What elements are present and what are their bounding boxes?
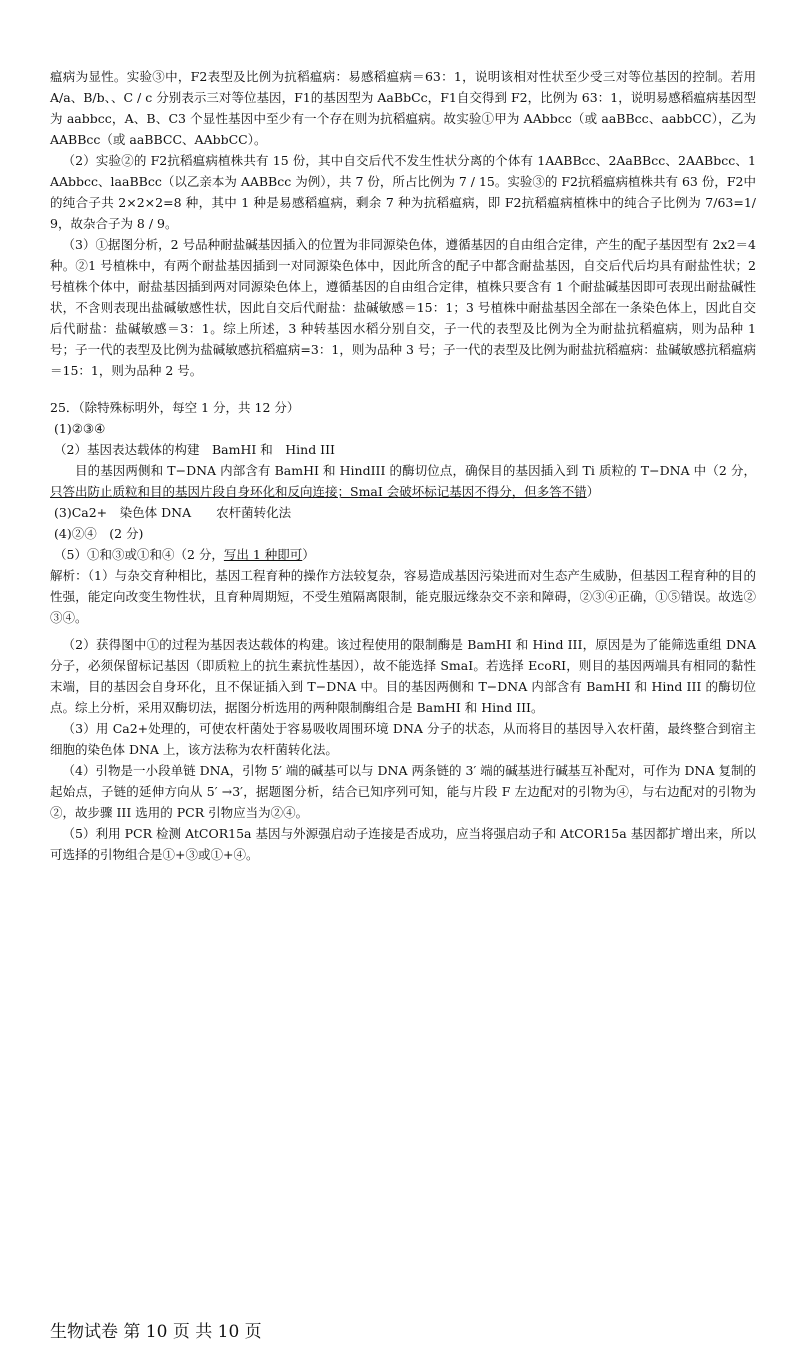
q25-answer-2-close: ）	[586, 484, 600, 499]
q25-answer-5-note: 写出 1 种即可	[223, 547, 303, 562]
q25-explanation-2: （2）获得图中①的过程为基因表达载体的构建。该过程使用的限制酶是 BamHI 和 Hind III，原因是为了能筛选重组 DNA 分子，必须保留标记基因（即质粒上的抗生素抗性基因），故不能选择 SmaI。若选择 EcoRI，则目的基因两端具有相同的黏性末端，目的基因会自身环化，且不保证插入到 T−DNA 中。目的基因两侧和 T−DNA 内部含有 BamHI 和 Hind III 的酶切位点。综上分析，采用双酶切法，据图分析选用的两种限制酶组合是 BamHI 和 Hind III。	[50, 637, 756, 715]
q25-answer-2-scoring-note: 只答出防止质粒和目的基因片段自身环化和反向连接；SmaI 会破坏标记基因不得分，但多答不错	[50, 484, 587, 499]
q25-answer-2: （2）基因表达载体的构建 BamHI 和 Hind III	[54, 442, 335, 457]
q25-explanation-1: 解析：（1）与杂交育种相比，基因工程育种的操作方法较复杂，容易造成基因污染进而对生态产生威胁，但基因工程育种的目的性强，能定向改变生物性状，且育种周期短，不受生殖隔离限制，能克服远缘杂交不亲和障碍，②③④正确，①⑤错误。故选②③④。	[50, 568, 756, 625]
q25-answer-1: (1)②③④	[54, 421, 106, 436]
spacer	[50, 381, 756, 397]
q25-answer-2-reason-text: 目的基因两侧和 T−DNA 内部含有 BamHI 和 HindIII 的酶切位点，确保目的基因插入到 Ti 质粒的 T−DNA 中（2 分，	[75, 463, 756, 478]
q25-answer-5-text: （5）①和③或①和④（2 分，	[54, 547, 224, 562]
q25-explanation-5: （5）利用 PCR 检测 AtCOR15a 基因与外源强启动子连接是否成功，应当将强启动子和 AtCOR15a 基因都扩增出来，所以可选择的引物组合是①+③或①+④。	[50, 826, 756, 862]
q25-answer-4: (4)②④ (2 分)	[54, 526, 144, 541]
q25-answer-2-reason	[50, 460, 756, 502]
q25-answer-3: (3)Ca2+ 染色体 DNA 农杆菌转化法	[54, 505, 292, 520]
page-footer: 生物试卷 第 10 页 共 10 页	[50, 1322, 262, 1342]
q25-heading: 25．（除特殊标明外，每空 1 分，共 12 分）	[50, 400, 300, 415]
q25-explanation-3: （3）用 Ca2+处理的，可使农杆菌处于容易吸收周围环境 DNA 分子的状态，从而将目的基因导入农杆菌，最终整合到宿主细胞的染色体 DNA 上，该方法称为农杆菌转化法。	[50, 721, 756, 757]
q24-analysis-part3: （3）①据图分析，2 号品种耐盐碱基因插入的位置为非同源染色体，遵循基因的自由组合定律，产生的配子基因型有 2x2＝4 种。②1 号植株中，有两个耐盐基因插到一对同源染色体中，因此所含的配子中都含耐盐基因，自交后代后均具有耐盐性状；2 号植株个体中，耐盐基因插到两对同源染色体上，遵循基因的自由组合定律，植株只要含有 1 个耐盐碱基因即可表现出耐盐碱性状，不含则表现出盐碱敏感性状，因此自交后代耐盐：盐碱敏感＝15：1；3 号植株中耐盐基因全部在一条染色体上，因此自交后代耐盐：盐碱敏感＝3：1。综上所述，3 种转基因水稻分别自交，子一代的表型及比例为全为耐盐抗稻瘟病，则为品种 1 号；子一代的表型及比例为盐碱敏感抗稻瘟病=3：1，则为品种 3 号；子一代的表型及比例为耐盐抗稻瘟病：盐碱敏感抗稻瘟病＝15：1，则为品种 2 号。	[50, 237, 756, 378]
q25-answer-5	[50, 544, 756, 565]
q25-explanation-4: （4）引物是一小段单链 DNA，引物 5′ 端的碱基可以与 DNA 两条链的 3′ 端的碱基进行碱基互补配对，可作为 DNA 复制的起始点，子链的延伸方向从 5′ →3′，据题图分析，结合已知序列可知，能与片段 F 左边配对的引物为④，与右边配对的引物为②，故步骤 III 选用的 PCR 引物应当为②④。	[50, 763, 756, 820]
q24-analysis-part2: （2）实验②的 F2抗稻瘟病植株共有 15 份，其中自交后代不发生性状分离的个体有 1AABBcc、2AaBBcc、2AABbcc、1AAbbcc、laaBBcc（以乙亲本为 AABBcc 为例），共 7 份，所占比例为 7 / 15。实验③的 F2抗稻瘟病植株共有 63 份，F2中的纯合子共 2×2×2=8 种，其中 1 种是易感稻瘟病，剩余 7 种为抗稻瘟病，即 F2抗稻瘟病植株中的纯合子比例为 7/63=1/9，故杂合子为 8 / 9。	[50, 153, 756, 231]
q25-answer-5-close: ）	[302, 547, 315, 562]
answer-page	[50, 66, 756, 865]
q24-analysis-part1: 瘟病为显性。实验③中，F2表型及比例为抗稻瘟病：易感稻瘟病＝63：1，说明该相对性状至少受三对等位基因的控制。若用 A/a、B/b、、C / c 分别表示三对等位基因，F1的基因型为 AaBbCc，F1自交得到 F2，比例为 63：1，说明易感稻瘟病基因型为 aabbcc，A、B、C3 个显性基因中至少有一个存在则为抗稻瘟病。故实验①甲为 AAbbcc（或 aaBBcc、aabbCC），乙为 AABBcc（或 aaBBCC、AAbbCC）。	[50, 69, 756, 147]
